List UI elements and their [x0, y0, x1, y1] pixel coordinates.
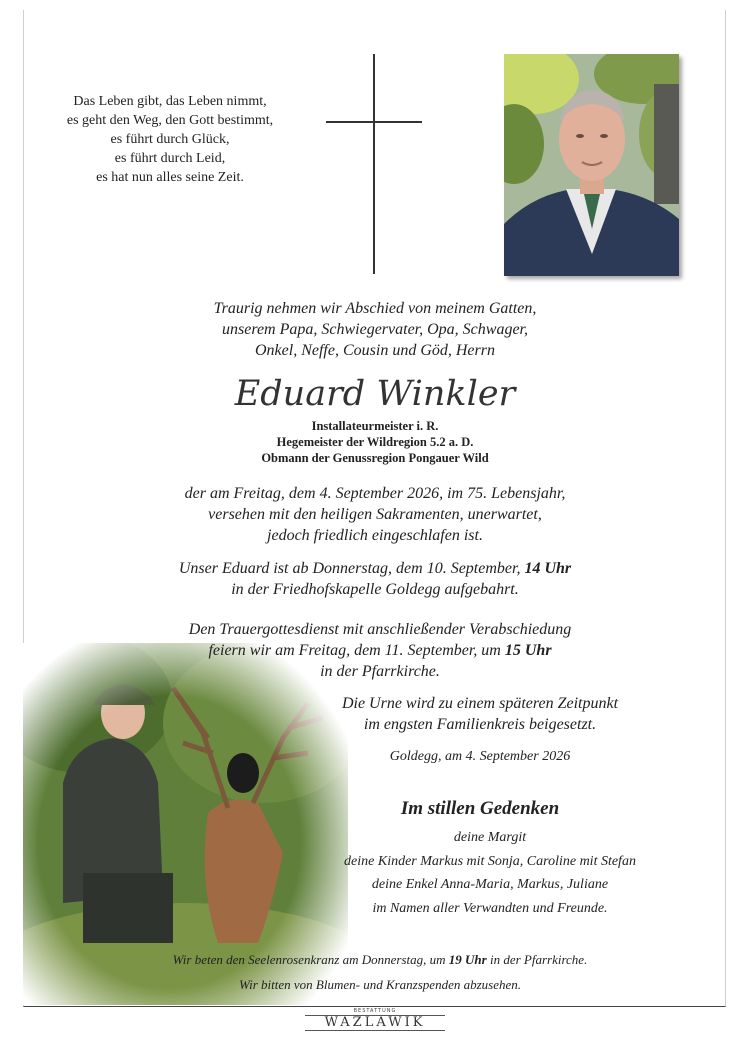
- service-info: [140, 619, 620, 682]
- mourner-line: deine Enkel Anna-Maria, Markus, Juliane: [371, 877, 609, 892]
- cross-bar: [326, 121, 422, 123]
- mourners-heading: Im stillen Gedenken: [400, 798, 560, 819]
- death-notice: [130, 483, 620, 546]
- urn-line: Die Urne wird zu einem späteren Zeitpunkt: [341, 695, 619, 712]
- rosary-time: 19 Uhr: [448, 952, 487, 967]
- title-line: Installateurmeister i. R.: [311, 419, 439, 433]
- logo-top-text: BESTATTUNG: [353, 1008, 397, 1014]
- poem: [40, 92, 300, 187]
- rosary-info: [60, 952, 700, 968]
- poem-line: es führt durch Leid,: [114, 151, 226, 166]
- flowers-note: Wir bitten von Blumen- und Kranzspenden abzusehen.: [239, 977, 521, 992]
- poem-line: Das Leben gibt, das Leben nimmt,: [73, 94, 267, 109]
- rosary-text: Wir beten den Seelenrosenkranz am Donnerstag, um: [172, 952, 449, 967]
- intro-line: Onkel, Neffe, Cousin und Göd, Herrn: [255, 342, 495, 359]
- death-notice-line: versehen mit den heiligen Sakramenten, unerwartet,: [208, 506, 542, 523]
- viewing-text: Unser Eduard ist ab Donnerstag, dem 10. September,: [178, 560, 525, 577]
- service-text: feiern wir am Freitag, dem 11. September, um: [208, 642, 505, 659]
- title-line: Obmann der Genussregion Pongauer Wild: [261, 451, 489, 465]
- mourner-line: im Namen aller Verwandten und Freunde.: [372, 900, 608, 916]
- poem-line: es hat nun alles seine Zeit.: [96, 170, 244, 185]
- title-line: Hegemeister der Wildregion 5.2 a. D.: [276, 435, 474, 449]
- service-line: Den Trauergottesdienst mit anschließender Verabschiedung: [188, 621, 572, 638]
- viewing-time: 14 Uhr: [524, 560, 572, 577]
- mourners-list: [300, 826, 680, 920]
- service-location: in der Pfarrkirche.: [320, 663, 440, 680]
- cross-icon: [373, 54, 375, 274]
- intro-line: unserem Papa, Schwiegervater, Opa, Schwager,: [221, 321, 529, 338]
- logo-name: WAZLAWIK: [305, 1015, 445, 1031]
- viewing-info: [130, 558, 620, 600]
- deceased-titles: [170, 418, 580, 466]
- rosary-location: in der Pfarrkirche.: [486, 952, 588, 967]
- intro-line: Traurig nehmen wir Abschied von meinem Gatten,: [213, 300, 537, 317]
- urn-line: im engsten Familienkreis beigesetzt.: [363, 716, 597, 733]
- place-date: Goldegg, am 4. September 2026: [389, 749, 571, 764]
- viewing-location: in der Friedhofskapelle Goldegg aufgebahrt.: [231, 581, 519, 598]
- portrait-photo: [504, 54, 679, 276]
- mourner-line: deine Margit: [453, 830, 527, 845]
- poem-line: es geht den Weg, den Gott bestimmt,: [66, 113, 274, 128]
- deceased-name: Eduard Winkler: [234, 374, 516, 414]
- death-notice-line: jedoch friedlich eingeschlafen ist.: [267, 527, 483, 544]
- poem-line: es führt durch Glück,: [110, 132, 230, 147]
- intro-text: [170, 298, 580, 361]
- funeral-home-logo: [305, 1008, 445, 1032]
- urn-info: [300, 693, 660, 735]
- mourner-line: deine Kinder Markus mit Sonja, Caroline mit Stefan: [344, 853, 636, 869]
- service-time: 15 Uhr: [504, 642, 552, 659]
- death-notice-line: der am Freitag, dem 4. September 2026, im 75. Lebensjahr,: [184, 485, 566, 502]
